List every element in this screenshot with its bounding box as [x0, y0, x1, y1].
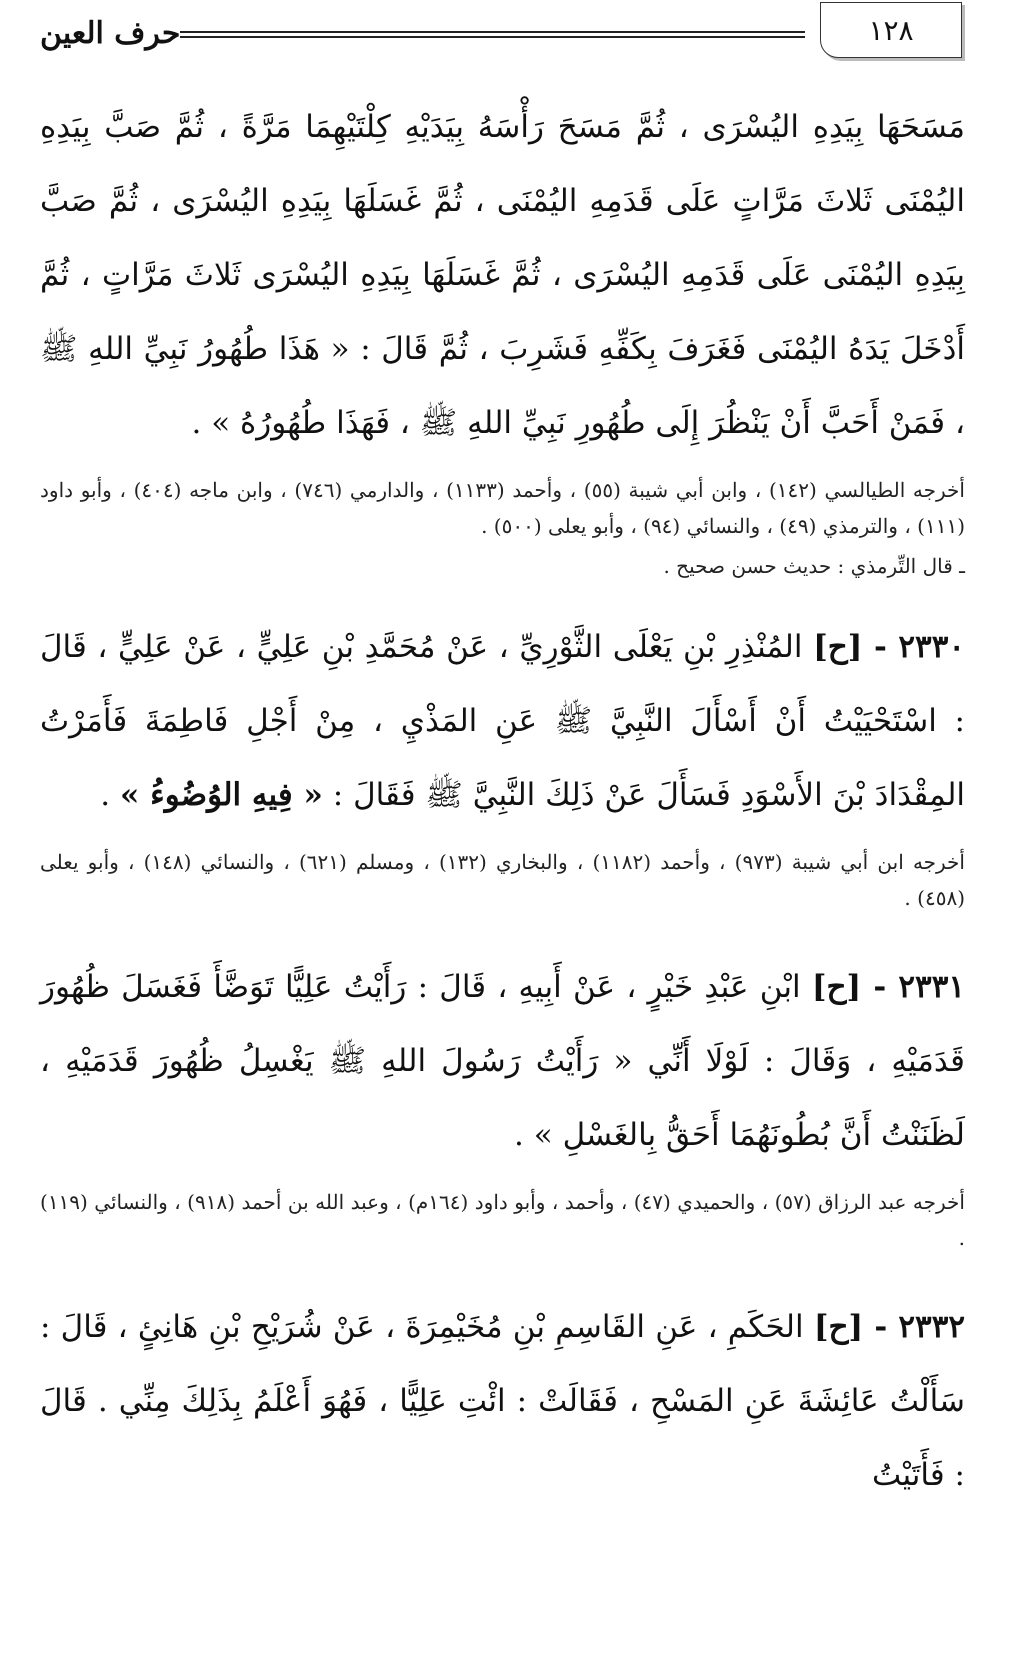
tirmidhi-grading: ـ قال التِّرمذي : حديث حسن صحيح . [663, 554, 965, 578]
header-rule-top [180, 31, 805, 33]
takhrij-note: أخرجه ابن أبي شيبة (٩٧٣) ، وأحمد (١١٨٢) ، والبخاري (١٣٢) ، ومسلم (٦٢١) ، والنسائي (١٤٨) ، وأبو يعلى (٤٥٨) . [40, 850, 965, 910]
takhrij-note: أخرجه عبد الرزاق (٥٧) ، والحميدي (٤٧) ، وأحمد ، وأبو داود (١٦٤م) ، وعبد الله بن أحمد (٩١٨) ، والنسائي (١١٩) . [40, 1190, 965, 1250]
hadith-number: ٢٣٣١ - [ح] [811, 969, 966, 1005]
hadith-text: الحَكَمِ ، عَنِ القَاسِمِ بْنِ مُخَيْمِرَةَ ، عَنْ شُرَيْحِ بْنِ هَانِئٍ ، قَالَ : سَأَلْتُ عَائِشَةَ عَنِ المَسْحِ ، فَقَالَتْ : ائْتِ عَلِيًّا ، فَهُوَ أَعْلَمُ بِذَلِكَ مِنِّي . قَالَ : فَأَتَيْتُ [40, 1309, 965, 1493]
page-number: ١٢٨ [868, 13, 914, 47]
page-number-box [820, 2, 962, 58]
section-title: حرف العين [40, 16, 181, 51]
hadith-end: . [100, 777, 120, 813]
hadith-2332 [40, 1290, 965, 1512]
hadith-text: المُنْذِرِ بْنِ يَعْلَى الثَّوْرِيِّ ، عَنْ مُحَمَّدِ بْنِ عَلِيٍّ ، عَنْ عَلِيٍّ ، قَالَ : اسْتَحْيَيْتُ أَنْ أَسْأَلَ النَّبِيَّ ﷺ عَنِ المَذْيِ ، مِنْ أَجْلِ فَاطِمَةَ فَأَمَرْتُ المِقْدَادَ بْنَ الأَسْوَدِ فَسَأَلَ عَنْ ذَلِكَ النَّبِيَّ ﷺ فَقَالَ : [40, 629, 965, 813]
hadith-text: ابْنِ عَبْدِ خَيْرٍ ، عَنْ أَبِيهِ ، قَالَ : رَأَيْتُ عَلِيًّا تَوَضَّأَ فَغَسَلَ ظُهُورَ قَدَمَيْهِ ، وَقَالَ : لَوْلَا أَنِّي « رَأَيْتُ رَسُولَ اللهِ ﷺ يَغْسِلُ ظُهُورَ قَدَمَيْهِ ، لَظَنَنْتُ أَنَّ بُطُونَهُمَا أَحَقُّ بِالغَسْلِ » . [40, 969, 965, 1153]
hadith-quote: « فِيهِ الوُضُوءُ » [119, 777, 323, 813]
hadith-continuation: مَسَحَهَا بِيَدِهِ اليُسْرَى ، ثُمَّ مَسَحَ رَأْسَهُ بِيَدَيْهِ كِلْتَيْهِمَا مَرَّةً ، ثُمَّ صَبَّ بِيَدِهِ اليُمْنَى ثَلاثَ مَرَّاتٍ عَلَى قَدَمِهِ اليُمْنَى ، ثُمَّ غَسَلَهَا بِيَدِهِ اليُسْرَى ، ثُمَّ صَبَّ بِيَدِهِ اليُمْنَى عَلَى قَدَمِهِ اليُسْرَى ، ثُمَّ غَسَلَهَا بِيَدِهِ اليُسْرَى ثَلاثَ مَرَّاتٍ ، ثُمَّ أَدْخَلَ يَدَهُ اليُمْنَى فَغَرَفَ بِكَفِّهِ فَشَرِبَ ، ثُمَّ قَالَ : « هَذَا طُهُورُ نَبِيِّ اللهِ ﷺ ، فَمَنْ أَحَبَّ أَنْ يَنْظُرَ إِلَى طُهُورِ نَبِيِّ اللهِ ﷺ ، فَهَذَا طُهُورُهُ » . [40, 109, 965, 441]
page-body [40, 90, 965, 1512]
header-rule-bottom [180, 36, 805, 38]
hadith-2331 [40, 950, 965, 1172]
hadith-2330 [40, 610, 965, 832]
page-header [0, 0, 1010, 70]
hadith-number: ٢٣٣٢ - [ح] [813, 1309, 966, 1345]
takhrij-note: أخرجه الطيالسي (١٤٢) ، وابن أبي شيبة (٥٥) ، وأحمد (١١٣٣) ، والدارمي (٧٤٦) ، وابن ماجه (٤٠٤) ، وأبو داود (١١١) ، والترمذي (٤٩) ، والنسائي (٩٤) ، وأبو يعلى (٥٠٠) . [40, 478, 965, 538]
hadith-number: ٢٣٣٠ - [ح] [813, 629, 965, 665]
